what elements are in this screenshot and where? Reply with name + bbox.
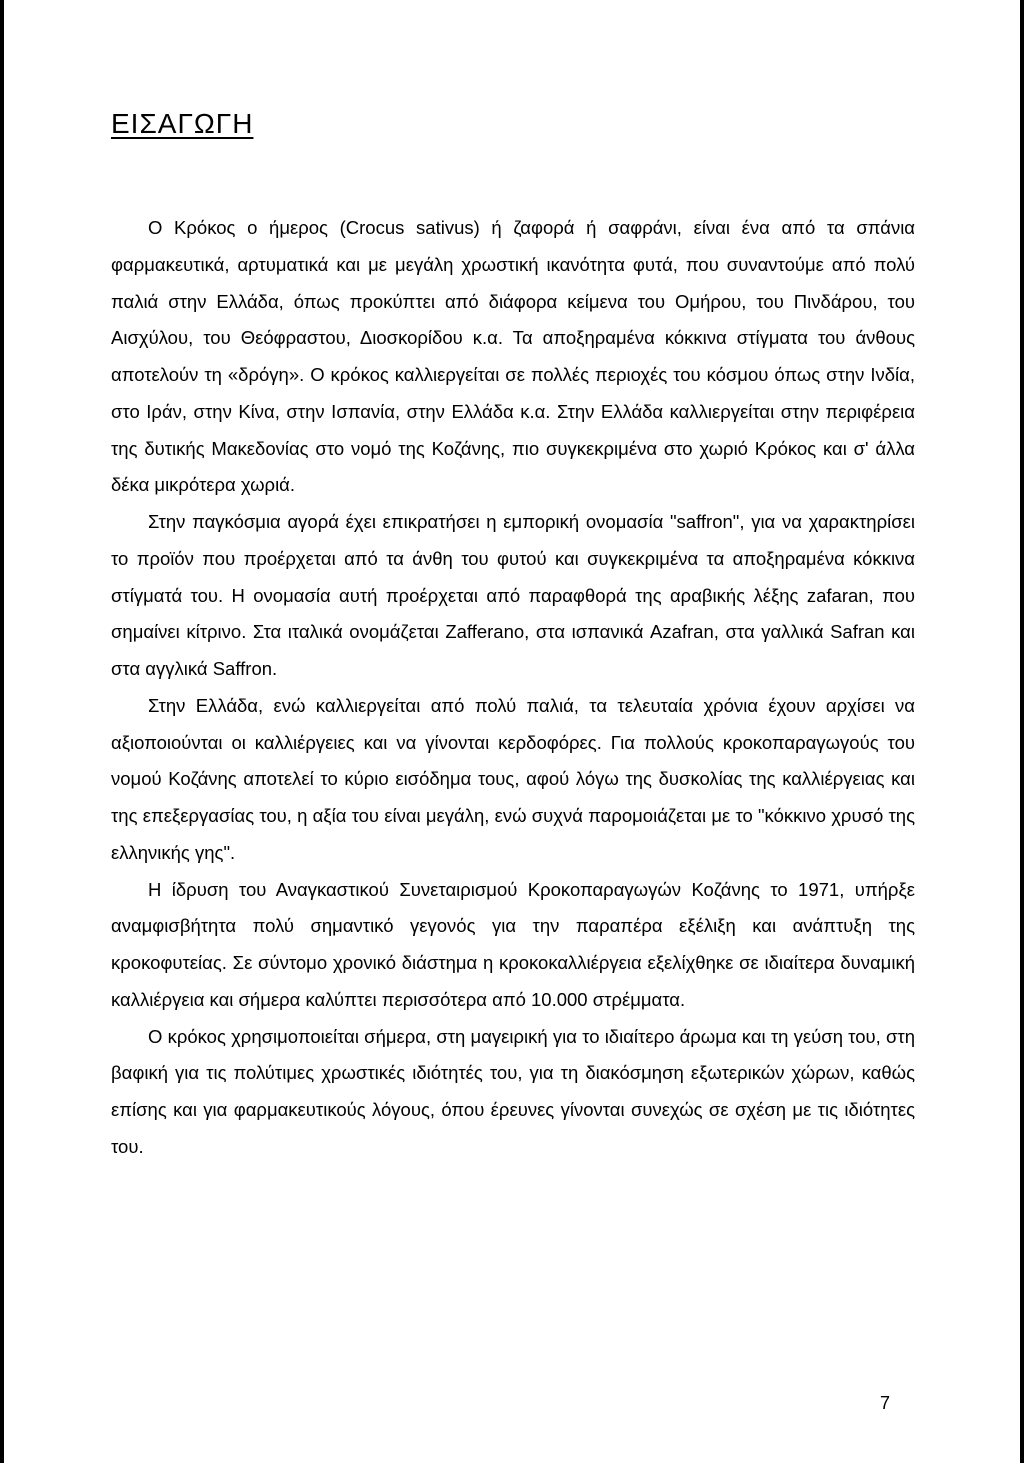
document-page [4,0,1020,1463]
paragraph-5: Ο κρόκος χρησιμοποιείται σήμερα, στη μαγειρική για το ιδιαίτερο άρωμα και τη γεύση του, στη βαφική για τις πολύτιμες χρωστικές ιδιότητές του, για τη διακόσμηση εξωτερικών χώρων, καθώς επίσης και για φαρμακευτικούς λόγους, όπου έρευνες γίνονται συνεχώς σε σχέση με τις ιδιότητες του. [111,1025,915,1157]
paragraph-3: Στην Ελλάδα, ενώ καλλιεργείται από πολύ παλιά, τα τελευταία χρόνια έχουν αρχίσει να αξιοποιούνται οι καλλιέργειες και να γίνονται κερδοφόρες. Για πολλούς κροκοπαραγωγούς του νομού Κοζάνης αποτελεί το κύριο εισόδημα τους, αφού λόγω της δυσκολίας της καλλιέργειας και της επεξεργασίας του, η αξία του είναι μεγάλη, ενώ συχνά παρομοιάζεται με το "κόκκινο χρυσό της ελληνικής γης". [111,694,915,863]
paragraph-4: Η ίδρυση του Αναγκαστικού Συνεταιρισμού Κροκοπαραγωγών Κοζάνης το 1971, υπήρξε αναμφισβήτητα πολύ σημαντικό γεγονός για την παραπέρα εξέλιξη και ανάπτυξη της κροκοφυτείας. Σε σύντομο χρονικό διάστημα η κροκοκαλλιέργεια εξελίχθηκε σε ιδιαίτερα δυναμική καλλιέργεια και σήμερα καλύπτει περισσότερα από 10.000 στρέμματα. [111,878,915,1010]
paragraph-2: Στην παγκόσμια αγορά έχει επικρατήσει η εμπορική ονομασία "saffron", για να χαρακτηρίσει το προϊόν που προέρχεται από τα άνθη του φυτού και συγκεκριμένα τα αποξηραμένα κόκκινα στίγματά του. Η ονομασία αυτή προέρχεται από παραφθορά της αραβικής λέξης zafaran, που σημαίνει κίτρινο. Στα ιταλικά ονομάζεται Zafferano, στα ισπανικά Azafran, στα γαλλικά Safran και στα αγγλικά Saffron. [111,511,915,679]
page-number: 7 [880,1393,891,1413]
section-heading: ΕΙΣΑΓΩΓΗ [111,108,254,139]
paragraph-1: Ο Κρόκος ο ήμερος (Crocus sativus) ή ζαφορά ή σαφράνι, είναι ένα από τα σπάνια φαρμακευτικά, αρτυματικά και με μεγάλη χρωστική ικανότητα φυτά, που συναντούμε από πολύ παλιά στην Ελλάδα, όπως προκύπτει από διάφορα κείμενα του Ομήρου, του Πινδάρου, του Αισχύλου, του Θεόφραστου, Διοσκορίδου κ.α. Τα αποξηραμένα κόκκινα στίγματα του άνθους αποτελούν τη «δρόγη». Ο κρόκος καλλιεργείται σε πολλές περιοχές του κόσμου όπως στην Ινδία, στο Ιράν, στην Κίνα, στην Ισπανία, στην Ελλάδα κ.α. Στην Ελλάδα καλλιεργείται στην περιφέρεια της δυτικής Μακεδονίας στο νομό της Κοζάνης, πιο συγκεκριμένα στο χωριό Κρόκος και σ' άλλα δέκα μικρότερα χωριά. [111,217,915,496]
body-text [111,210,915,1166]
